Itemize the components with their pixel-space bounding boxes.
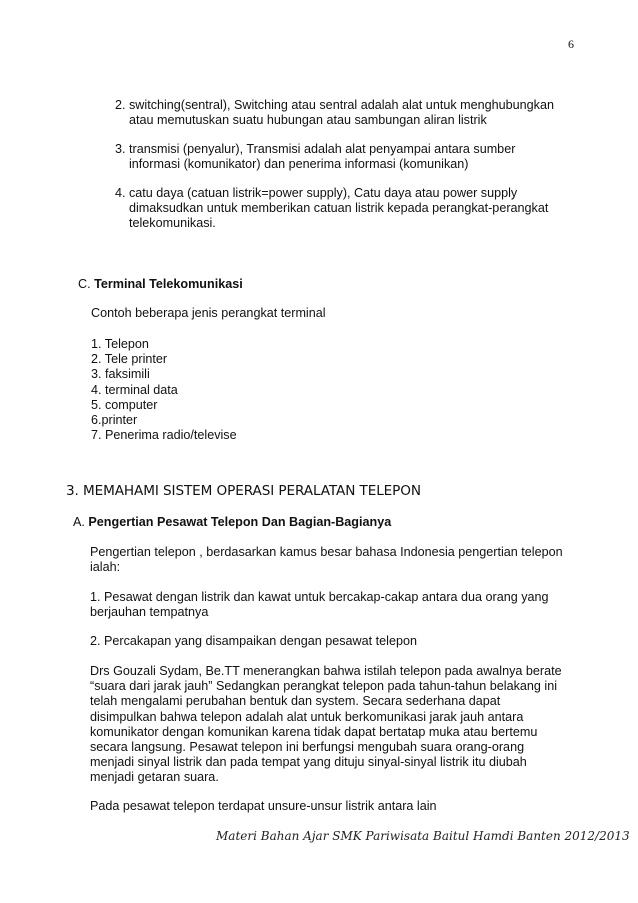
subsection-heading [73, 515, 391, 530]
list-item: 6.printer [91, 413, 138, 428]
item-line: 2. switching(sentral), Switching atau sentral adalah alat untuk menghubungkan [115, 98, 554, 112]
item-line: atau memutuskan suatu hubungan atau sambungan aliran listrik [129, 113, 487, 128]
list-item: 7. Penerima radio/televise [91, 428, 237, 443]
paragraph: 2. Percakapan yang disampaikan dengan pesawat telepon [90, 634, 417, 648]
heading-title: Pengertian Pesawat Telepon Dan Bagian-Bagianya [88, 515, 392, 529]
terminal-list [91, 337, 237, 443]
paragraph-line: berjauhan tempatnya [90, 605, 209, 620]
paragraph [90, 545, 590, 575]
list-item: 5. computer [91, 397, 158, 412]
item-line: informasi (komunikator) dan penerima informasi (komunikan) [129, 157, 469, 172]
list-item: 2. Tele printer [91, 352, 168, 367]
list-item [115, 186, 585, 232]
item-line: 4. catu daya (catuan listrik=power supply), Catu daya atau power supply [115, 186, 518, 200]
heading-prefix: A. [73, 515, 85, 529]
list-item [115, 142, 585, 172]
paragraph [90, 664, 590, 786]
list-item: 3. faksimili [91, 367, 150, 382]
item-line: 3. transmisi (penyalur), Transmisi adalah alat penyampai antara sumber [115, 142, 516, 156]
paragraph-line: menjadi getaran suara. [90, 770, 219, 785]
paragraph-line: 1. Pesawat dengan listrik dan kawat untuk bercakap-cakap antara dua orang yang [90, 590, 549, 604]
section-title: 3. MEMAHAMI SISTEM OPERASI PERALATAN TELEPON [66, 483, 421, 499]
heading-prefix: C. [78, 277, 91, 291]
paragraph-line: komunikator dengan komunikan karena tidak dapat bertatap muka atau bertemu [90, 724, 538, 739]
paragraph-line: disimpulkan bahwa telepon adalah alat untuk berkomunikasi jarak jauh antara [90, 709, 524, 724]
section-c-intro: Contoh beberapa jenis perangkat terminal [91, 306, 326, 320]
page-number: 6 [568, 37, 574, 51]
paragraph-line: Pengertian telepon , berdasarkan kamus besar bahasa Indonesia pengertian telepon [90, 545, 563, 559]
paragraph: Pada pesawat telepon terdapat unsure-unsur listrik antara lain [90, 799, 437, 813]
paragraph-line: Drs Gouzali Sydam, Be.TT menerangkan bahwa istilah telepon pada awalnya berate [90, 664, 562, 678]
item-line: telekomunikasi. [129, 216, 216, 231]
heading-title: Terminal Telekomunikasi [94, 277, 243, 291]
paragraph [90, 590, 590, 620]
item-line: dimaksudkan untuk memberikan catuan listrik kepada perangkat-perangkat [129, 201, 549, 216]
section-c-heading [78, 277, 243, 292]
list-item [115, 98, 585, 128]
paragraph-line: menjadi sinyal listrik dan pada tempat yang dituju sinyal-sinyal listrik itu diubah [90, 755, 527, 770]
list-item: 4. terminal data [91, 382, 178, 397]
list-item: 1. Telepon [91, 337, 149, 351]
paragraph-line: secara langsung. Pesawat telepon ini berfungsi mengubah suara orang-orang [90, 740, 525, 755]
paragraph-line: telah mengalami perubahan bentuk dan system. Secara sederhana dapat [90, 694, 501, 709]
paragraph-line: “suara dari jarak jauh” Sedangkan perangkat telepon pada tahun-tahun belakang ini [90, 679, 558, 694]
page-footer: Materi Bahan Ajar SMK Pariwisata Baitul Hamdi Banten 2012/2013 [216, 829, 630, 843]
paragraph-line: ialah: [90, 560, 121, 575]
